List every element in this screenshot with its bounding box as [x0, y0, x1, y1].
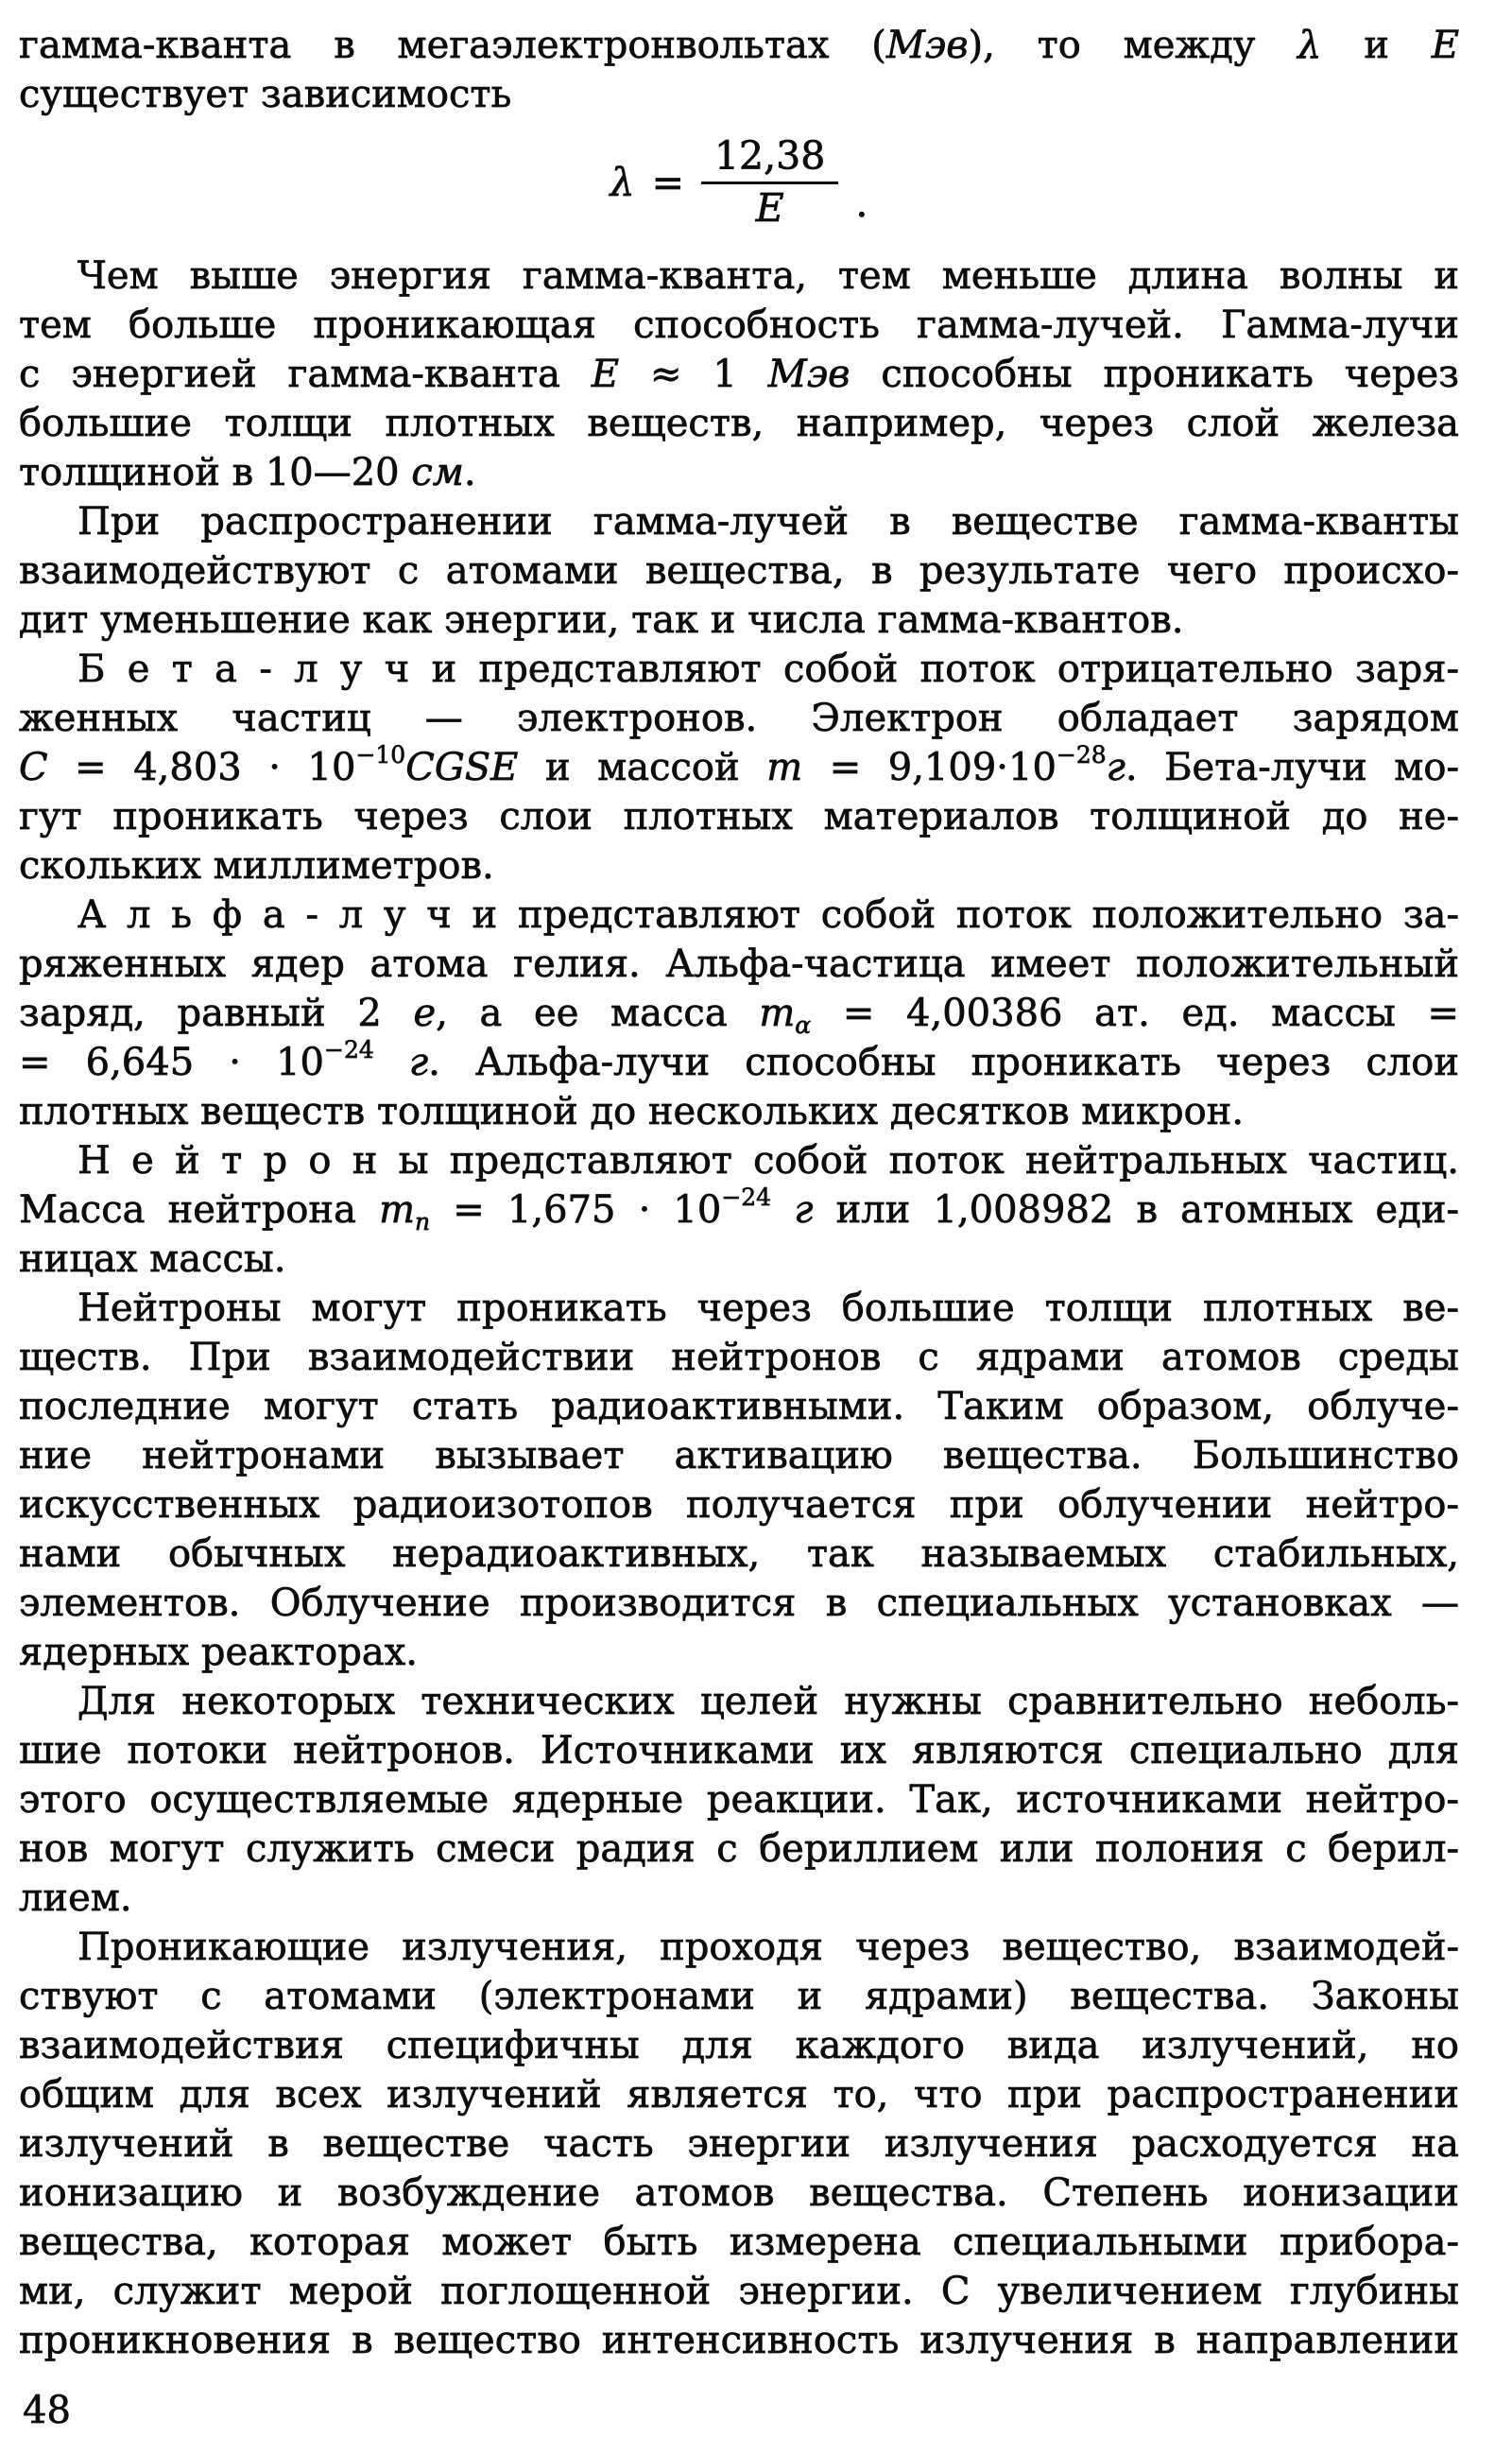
text-run: вещества, которая может быть измерена специальными прибора-: [19, 2221, 1459, 2264]
text-run: ряженных ядер атома гелия. Альфа-частица имеет положительный: [19, 942, 1459, 986]
paragraph: [19, 645, 1459, 890]
text-line: [19, 1185, 1459, 1235]
text-line: [19, 1382, 1459, 1431]
text-run: гамма-кванта в мегаэлектронвольтах (: [19, 24, 886, 67]
text-run: существует зависимость: [19, 73, 512, 116]
text-run: проникновения в вещество интенсивность излучения в направлении: [19, 2319, 1459, 2362]
formula-denominator: E: [755, 185, 784, 231]
text-line: [19, 1677, 1459, 1726]
text-run: последние могут стать радиоактивными. Таким образом, облуче-: [19, 1385, 1459, 1428]
text-run: Мэв: [767, 353, 850, 396]
intro-paragraph: [19, 21, 1459, 119]
text-run: большие толщи плотных веществ, например, через слой железа: [19, 402, 1459, 445]
text-line: [19, 1874, 1459, 1923]
text-run: Б е т а - л у ч и представляют собой поток отрицательно заря-: [77, 648, 1459, 691]
text-run: г: [408, 1041, 429, 1084]
text-run: г: [794, 1188, 814, 1232]
text-line: [19, 841, 1459, 890]
text-run: = 9,109·10: [802, 746, 1057, 789]
formula-equals-sign: =: [651, 160, 684, 205]
text-run: Проникающие излучения, проходя через вещество, взаимодей-: [77, 1926, 1459, 1969]
text-line: [19, 743, 1459, 792]
text-run: заряд, равный 2: [19, 992, 414, 1035]
text-run: E: [591, 353, 620, 396]
text-run: = 4,00386 ат. ед. массы =: [811, 992, 1459, 1035]
text-run: взаимодействуют с атомами вещества, в результате чего происхо-: [19, 549, 1459, 593]
text-line: [19, 1726, 1459, 1775]
text-run: г: [1106, 746, 1125, 789]
text-line: [19, 1628, 1459, 1677]
text-run: взаимодействия специфичны для каждого вида излучений, но: [19, 2024, 1459, 2067]
text-line: [19, 2119, 1459, 2169]
formula: [19, 119, 1459, 251]
text-run: женных частиц — электронов. Электрон обладает зарядом: [19, 697, 1459, 740]
text-run: плотных веществ толщиной до нескольких десятков микрон.: [19, 1090, 1245, 1133]
text-run: E: [1431, 24, 1460, 67]
text-run: Мэв: [885, 24, 969, 67]
text-line: [19, 1235, 1459, 1284]
text-run: = 4,803 · 10: [47, 746, 356, 789]
text-run: ницах массы.: [19, 1237, 286, 1281]
text-run: −10: [355, 741, 406, 769]
text-line: [19, 251, 1459, 301]
text-line: [19, 1333, 1459, 1382]
text-run: [771, 1188, 794, 1232]
text-run: и массой: [518, 746, 767, 789]
text-run: Н е й т р о н ы представляют собой поток нейтральных частиц.: [77, 1139, 1459, 1183]
formula-period: .: [855, 181, 868, 226]
text-line: [19, 1529, 1459, 1579]
text-run: , а ее масса: [436, 992, 760, 1035]
text-run: общим для всех излучений является то, что при распространении: [19, 2073, 1459, 2117]
text-line: [19, 2267, 1459, 2316]
text-run: −24: [324, 1036, 374, 1063]
text-run: α: [795, 1011, 812, 1039]
text-run: CGSE: [405, 746, 519, 789]
text-run: C: [19, 746, 48, 789]
text-line: [19, 2021, 1459, 2070]
paragraph: [19, 1923, 1459, 2365]
text-run: n: [415, 1208, 431, 1236]
text-line: [19, 448, 1459, 497]
text-line: [19, 1579, 1459, 1628]
text-run: m: [379, 1188, 415, 1232]
text-run: дит уменьшение как энергии, так и числа гамма-квантов.: [19, 598, 1184, 642]
text-line: [19, 694, 1459, 743]
text-run: λ: [1297, 24, 1322, 67]
text-line: [19, 21, 1459, 70]
text-run: . Альфа-лучи способны проникать через слои: [428, 1041, 1460, 1084]
paragraph: [19, 890, 1459, 1136]
text-line: [19, 2316, 1459, 2365]
body-paragraphs: [19, 251, 1459, 2365]
text-line: [19, 301, 1459, 350]
text-run: −28: [1056, 741, 1107, 769]
text-run: А л ь ф а - л у ч и представляют собой поток положительно за-: [77, 893, 1459, 937]
text-line: [19, 940, 1459, 989]
text-run: см: [411, 451, 464, 494]
text-run: шие потоки нейтронов. Источниками их являются специально для: [19, 1729, 1459, 1772]
paragraph: [19, 251, 1459, 497]
text-line: [19, 1284, 1459, 1333]
text-run: −24: [721, 1184, 772, 1211]
text-run: Чем выше энергия гамма-кванта, тем меньше длина волны и: [77, 254, 1459, 298]
text-line: [19, 1087, 1459, 1136]
text-run: искусственных радиоизотопов получается при облучении нейтро-: [19, 1483, 1459, 1527]
text-line: [19, 890, 1459, 940]
text-run: = 1,675 · 10: [430, 1188, 722, 1232]
text-line: [19, 645, 1459, 694]
text-run: способны проникать через: [850, 353, 1459, 396]
text-line: [19, 792, 1459, 841]
text-run: излучений в веществе часть энергии излучения расходуется на: [19, 2122, 1459, 2166]
text-run: = 6,645 · 10: [19, 1041, 324, 1084]
text-line: [19, 70, 1459, 119]
text-line: [19, 1923, 1459, 1972]
text-run: и: [1321, 24, 1432, 67]
paragraph: [19, 1136, 1459, 1284]
text-run: е: [413, 992, 437, 1035]
text-run: или 1,008982 в атомных еди-: [813, 1188, 1460, 1232]
text-run: ствуют с атомами (электронами и ядрами) вещества. Законы: [19, 1975, 1459, 2018]
text-run: Масса нейтрона: [19, 1188, 380, 1232]
text-run: ионизацию и возбуждение атомов вещества. Степень ионизации: [19, 2171, 1459, 2215]
text-run: нами обычных нерадиоактивных, так называемых стабильных,: [19, 1532, 1459, 1576]
text-line: [19, 1136, 1459, 1185]
text-run: ние нейтронами вызывает активацию вещества. Большинство: [19, 1434, 1459, 1478]
text-run: . Бета-лучи мо-: [1125, 746, 1460, 789]
formula-numerator: 12,38: [701, 134, 838, 184]
text-line: [19, 989, 1459, 1038]
text-run: ≈ 1: [619, 353, 768, 396]
text-run: Для некоторых технических целей нужны сравнительно неболь-: [77, 1680, 1459, 1723]
text-run: толщиной в 10—20: [19, 451, 412, 494]
text-run: скольких миллиметров.: [19, 844, 494, 888]
text-line: [19, 2070, 1459, 2119]
text-line: [19, 2218, 1459, 2267]
formula-lambda: λ: [610, 160, 635, 205]
text-run: .: [463, 451, 476, 494]
text-line: [19, 596, 1459, 645]
text-line: [19, 546, 1459, 596]
text-run: ), то между: [968, 24, 1298, 67]
text-run: с энергией гамма-кванта: [19, 353, 592, 396]
text-line: [19, 1775, 1459, 1824]
text-run: При распространении гамма-лучей в веществе гамма-кванты: [77, 500, 1459, 544]
text-line: [19, 497, 1459, 546]
text-line: [19, 1972, 1459, 2021]
text-line: [19, 2169, 1459, 2218]
text-run: [374, 1041, 409, 1084]
text-run: Нейтроны могут проникать через большие толщи плотных ве-: [77, 1287, 1459, 1330]
text-run: тем больше проникающая способность гамма-лучей. Гамма-лучи: [19, 303, 1459, 347]
text-run: нов могут служить смеси радия с бериллием или полония с берил-: [19, 1827, 1459, 1871]
text-run: m: [766, 746, 803, 789]
paragraph: [19, 1677, 1459, 1923]
text-run: лием.: [19, 1876, 132, 1920]
text-line: [19, 399, 1459, 448]
text-run: ществ. При взаимодействии нейтронов с ядрами атомов среды: [19, 1336, 1459, 1379]
text-line: [19, 1480, 1459, 1529]
text-line: [19, 350, 1459, 399]
text-run: этого осуществляемые ядерные реакции. Так, источниками нейтро-: [19, 1778, 1459, 1822]
text-run: m: [759, 992, 796, 1035]
formula-fraction: [701, 134, 838, 231]
text-run: гут проникать через слои плотных материалов толщиной до не-: [19, 795, 1459, 838]
text-line: [19, 1431, 1459, 1480]
paragraph: [19, 497, 1459, 645]
page-number: 48: [23, 2389, 71, 2432]
text-line: [19, 1038, 1459, 1087]
text-run: ми, служит мерой поглощенной энергии. С увеличением глубины: [19, 2270, 1459, 2313]
text-line: [19, 1824, 1459, 1874]
text-run: ядерных реакторах.: [19, 1631, 418, 1674]
text-run: элементов. Облучение производится в специальных установках —: [19, 1581, 1459, 1625]
paragraph: [19, 1284, 1459, 1677]
